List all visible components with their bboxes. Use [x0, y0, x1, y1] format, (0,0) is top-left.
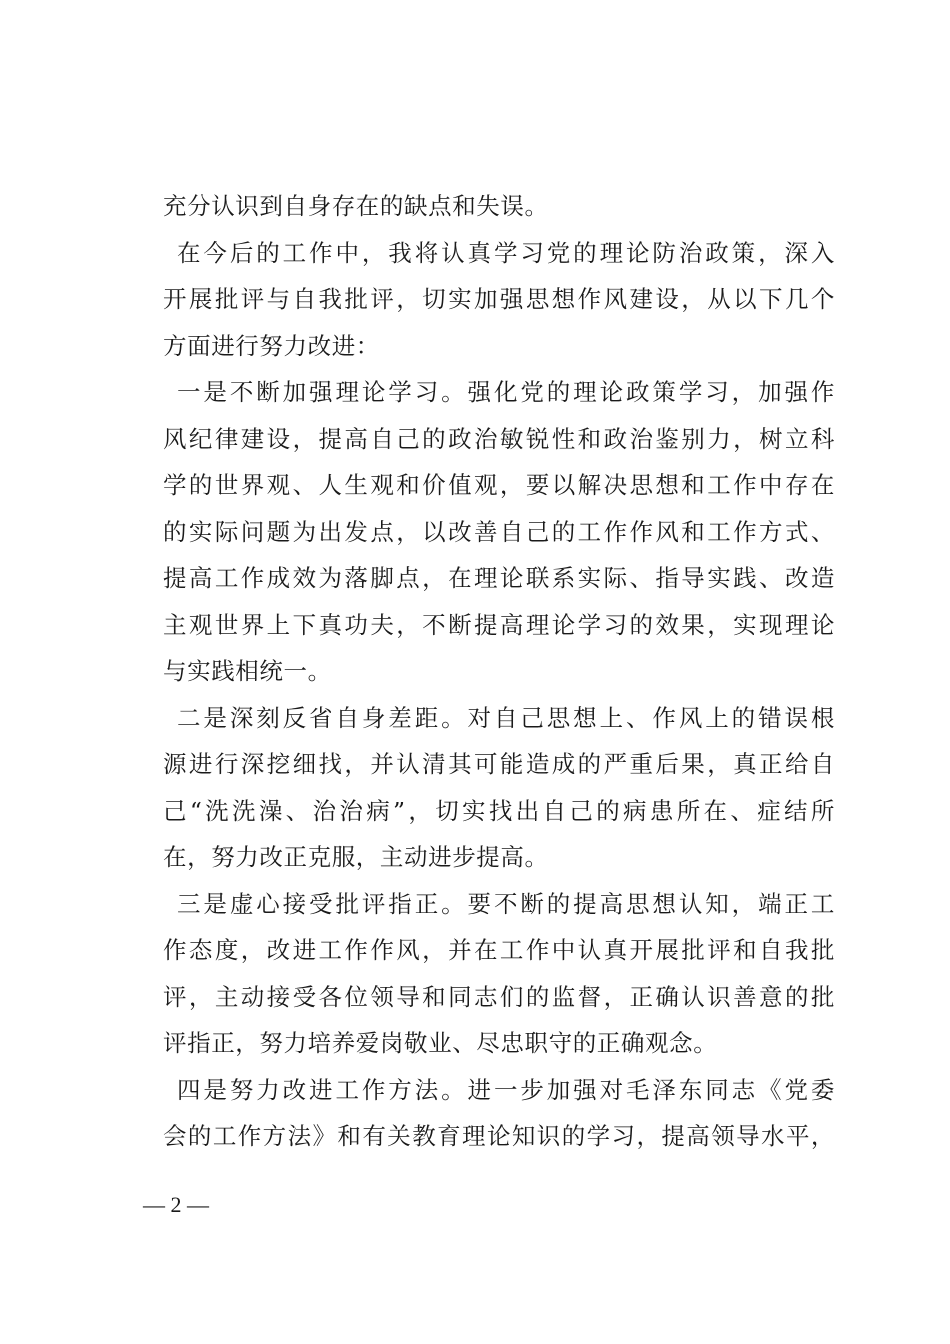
text-line: 二是深刻反省自身差距。对自己思想上、作风上的错误根: [177, 703, 835, 732]
text-line: 与实践相统一。: [163, 657, 332, 685]
text-line: 在，努力改正克服，主动进步提高。: [163, 843, 549, 871]
text-line: 开展批评与自我批评，切实加强思想作风建设，从以下几个: [163, 285, 835, 313]
text-line: 三是虚心接受批评指正。要不断的提高思想认知，端正工: [177, 889, 835, 918]
text-line: 四是努力改进工作方法。进一步加强对毛泽东同志《党委: [177, 1075, 835, 1104]
text-line: 提高工作成效为落脚点，在理论联系实际、指导实践、改造: [163, 564, 835, 592]
text-line: 一是不断加强理论学习。强化党的理论政策学习，加强作: [177, 378, 835, 406]
text-line: 己“洗洗澡、治治病”，切实找出自己的病患所在、症结所: [163, 796, 835, 825]
page-number: — 2 —: [143, 1192, 209, 1217]
text-line: 学的世界观、人生观和价值观，要以解决思想和工作中存在: [163, 471, 835, 499]
text-line: 充分认识到自身存在的缺点和失误。: [163, 192, 549, 220]
text-line: 评指正，努力培养爱岗敬业、尽忠职守的正确观念。: [163, 1029, 718, 1057]
text-line: 源进行深挖细找，并认清其可能造成的严重后果，真正给自: [163, 750, 835, 778]
text-line: 作态度，改进工作作风，并在工作中认真开展批评和自我批: [163, 936, 835, 964]
text-line: 风纪律建设，提高自己的政治敏锐性和政治鉴别力，树立科: [163, 424, 835, 453]
text-line: 方面进行努力改进：: [163, 331, 380, 360]
text-line: 会的工作方法》和有关教育理论知识的学习，提高领导水平，: [163, 1122, 835, 1150]
text-line: 主观世界上下真功夫，不断提高理论学习的效果，实现理论: [163, 610, 835, 639]
text-line: 的实际问题为出发点，以改善自己的工作作风和工作方式、: [163, 517, 835, 546]
body-text: [163, 183, 835, 1160]
text-line: 评，主动接受各位领导和同志们的监督，正确认识善意的批: [163, 982, 835, 1011]
text-line: 在今后的工作中，我将认真学习党的理论防治政策，深入: [177, 238, 835, 267]
